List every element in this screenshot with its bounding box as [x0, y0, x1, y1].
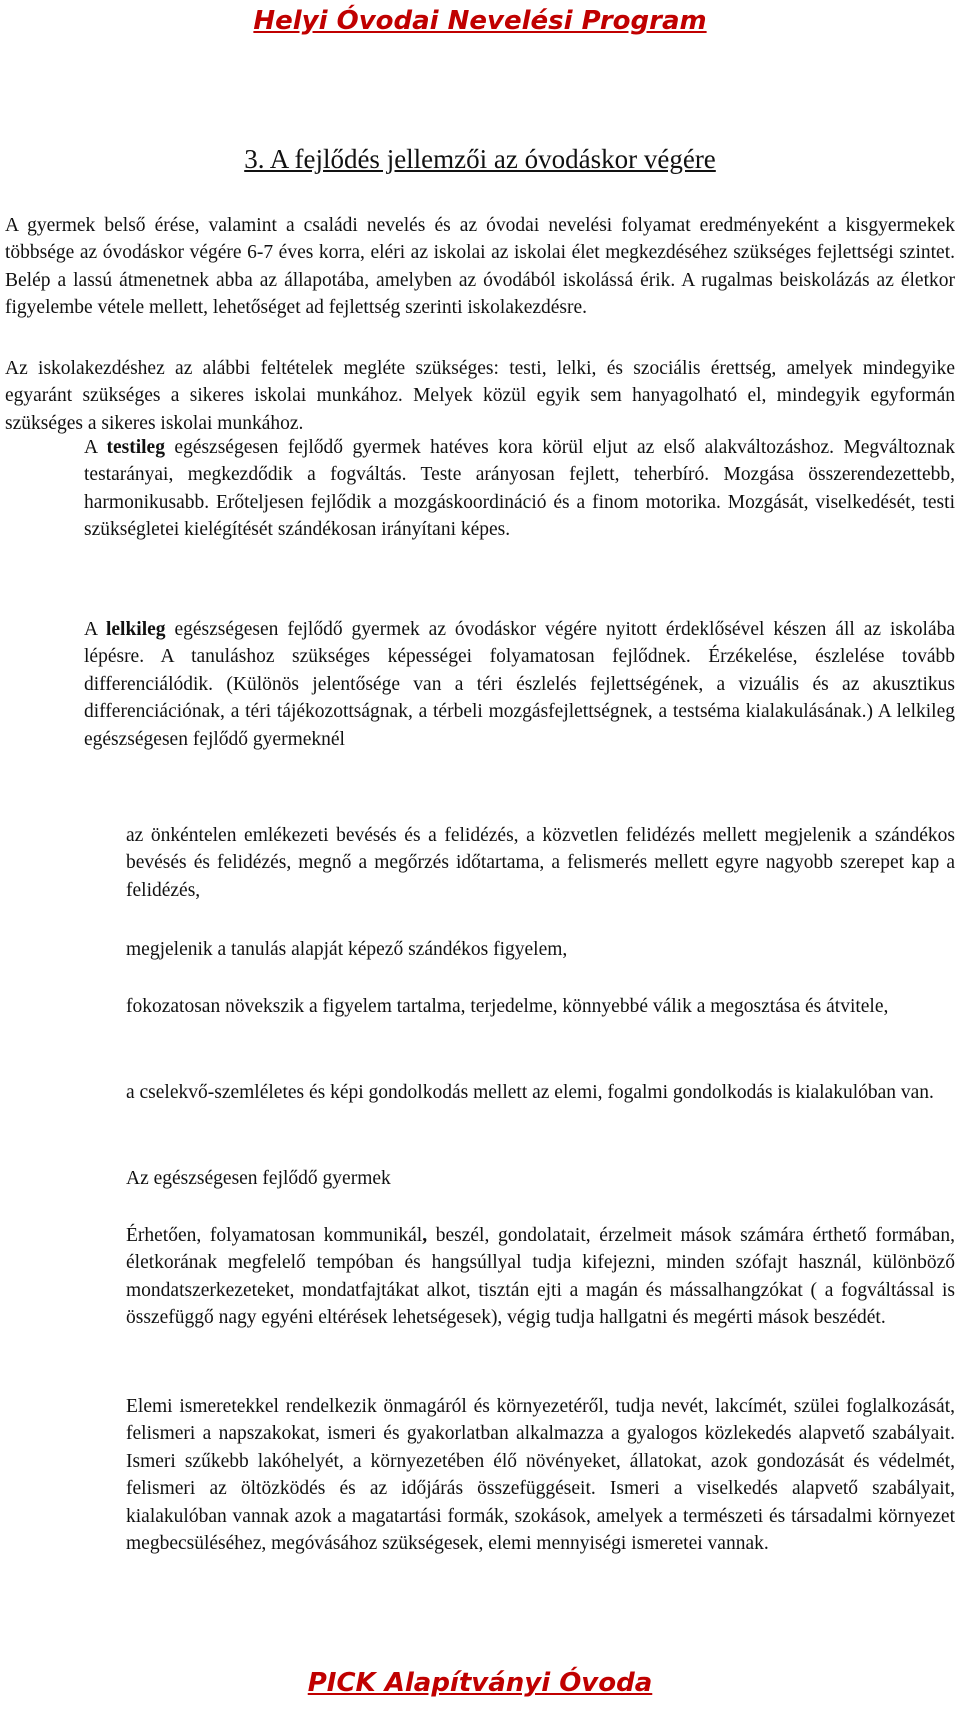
mental-item-attention: megjelenik a tanulás alapját képező szándékos figyelem, — [126, 939, 568, 960]
speech-text-start: Érhetően, folyamatosan kommunikál — [126, 1225, 423, 1246]
header-text: Helyi Óvodai Nevelési Program — [253, 6, 707, 36]
physical-text: egészségesen fejlődő gyermek hatéves kora körül eljut az első alakváltozáshoz. Megváltoznak testarányai, megkezdődik a fogváltás. Teste arányosan fejlett, teherbíró. Mozgása összerendezettebb, harmonikusabb. Erőteljesen fejlődik a mozgáskoordináció és a finom motorika. Mozgását, viselkedését, testi szükségletei kielégítését szándékosan irányítani képes. — [84, 437, 955, 541]
physical-keyword: testileg — [106, 437, 165, 458]
intro-paragraph: A gyermek belső érése, valamint a családi nevelés és az óvodai nevelési folyamat eredményeként a kisgyermekek többsége az óvodáskor végére 6-7 éves korra, eléri az iskolai az iskolai élet megkezdéséhez szükséges fejlettségi szintet. Belép a lassú átmenetnek abba az állapotába, amelyben az óvodából iskolássá érik. A rugalmas beiskolázás az életkor figyelembe vétele mellett, lehetőséget ad fejlettség szerinti iskolakezdésre. — [5, 215, 955, 319]
healthy-child-heading: Az egészségesen fejlődő gyermek — [126, 1168, 391, 1189]
physical-paragraph — [84, 434, 955, 544]
mental-paragraph — [84, 616, 955, 753]
footer-text: PICK Alapítványi Óvoda — [307, 1668, 653, 1698]
section-title: 3. A fejlődés jellemzői az óvodáskor végére — [244, 144, 716, 174]
mental-item-memory: az önkéntelen emlékezeti bevésés és a felidézés, a közvetlen felidézés mellett megjelenik a szándékos bevésés és felidézés, megnő a megőrzés időtartama, a felismerés mellett egyre nagyobb szerepet kap a felidézés, — [126, 825, 955, 901]
mental-lead: A — [84, 619, 106, 640]
mental-text: egészségesen fejlődő gyermek az óvodáskor végére nyitott érdeklősével készen áll az iskolába lépésre. A tanuláshoz szükséges képességei folyamatosan fejlődnek. Érzékelése, észlelése tovább differenciálódik. (Különös jelentősége van a téri észlelés fejlettségének, a vizuális és az akusztikus differenciációnak, a téri tájékozottságnak, a térbeli mozgásfejlettségnek, a testséma kialakulásának.) A lelkileg egészségesen fejlődő gyermeknél — [84, 619, 955, 750]
speech-comma: , — [422, 1225, 428, 1246]
conditions-paragraph: Az iskolakezdéshez az alábbi feltételek megléte szükséges: testi, lelki, és szociális érettség, amelyek mindegyike egyaránt szükséges a sikeres iskolai munkához. Melyek közül egyik sem hanyagolható el, mindegyik egyformán szükséges a sikeres iskolai munkához. — [5, 358, 955, 434]
speech-paragraph — [126, 1222, 955, 1332]
knowledge-paragraph: Elemi ismeretekkel rendelkezik önmagáról és környezetéről, tudja nevét, lakcímét, szülei foglalkozását, felismeri a napszakokat, ismeri és gyakorlatban alkalmazza a gyalogos közlekedés alapvető szabályait. Ismeri szűkebb lakóhelyét, a környezetében élő növényeket, állatokat, azok gondozását és védelmét, felismeri az öltözködés és az időjárás összefüggéseit. Ismeri a viselkedés alapvető szabályait, kialakulóban vannak azok a magatartási formák, szokások, amelyek a természeti és társadalmi környezet megbecsüléséhez, megóvásához szükségesek, elemi mennyiségi ismeretei vannak. — [126, 1396, 955, 1555]
page-footer — [0, 1668, 960, 1698]
page-header — [0, 6, 960, 36]
mental-item-thinking: a cselekvő-szemléletes és képi gondolkodás mellett az elemi, fogalmi gondolkodás is kialakulóban van. — [126, 1082, 934, 1103]
mental-keyword: lelkileg — [105, 619, 166, 640]
physical-lead: A — [84, 437, 107, 458]
speech-text-end: beszél, gondolatait, érzelmeit mások számára érthető formában, életkorának megfelelő tempóban és hangsúllyal tudja kifejezni, minden szófajt használ, különböző mondatszerkezeteket, mondatfajtákat alkot, tisztán ejti a magán és mássalhangzókat ( a fogváltással is összefüggő nagy egyéni eltérések lehetségesek), végig tudja hallgatni és megérti mások beszédét. — [126, 1225, 955, 1329]
mental-item-attention-scope: fokozatosan növekszik a figyelem tartalma, terjedelme, könnyebbé válik a megosztása és átvitele, — [126, 996, 889, 1017]
